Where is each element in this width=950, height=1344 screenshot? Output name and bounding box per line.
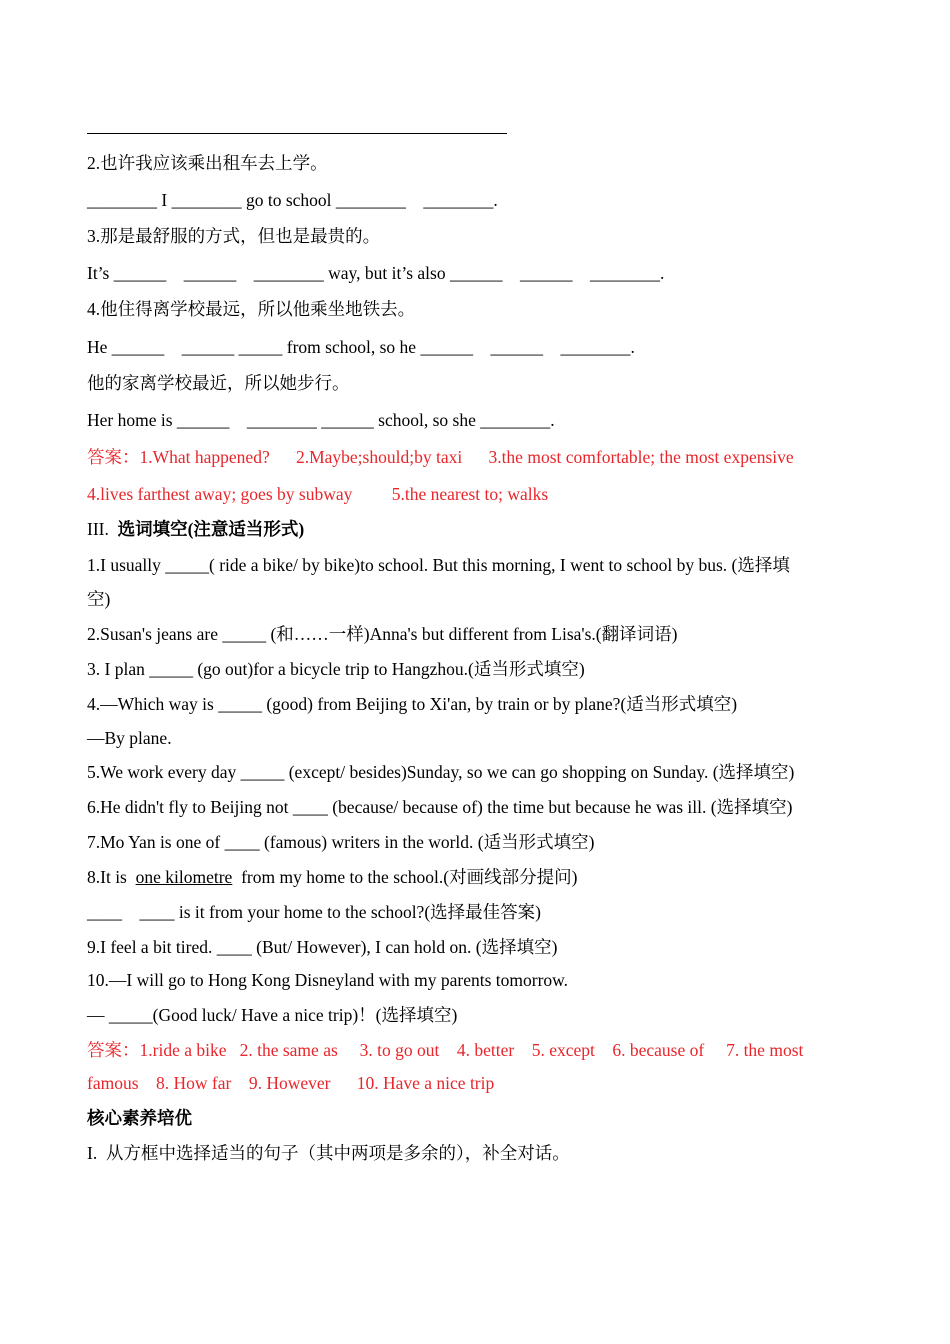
- s3-q8-post: from my home to the school.(对画线部分提问): [232, 867, 578, 887]
- s3-q9: 9.I feel a bit tired. ____ (But/ However), I can hold on. (选择填空): [87, 937, 558, 957]
- s3-q8-line1: [87, 866, 577, 888]
- q4-english: He ______ ______ _____ from school, so he ______ ______ ________.: [87, 337, 635, 357]
- s3-q8-line2: ____ ____ is it from your home to the school?(选择最佳答案): [87, 902, 541, 922]
- s3-q8-underlined: one kilometre: [135, 867, 233, 887]
- s3-q8-pre: 8.It is: [87, 867, 136, 887]
- s3-q7: 7.Mo Yan is one of ____ (famous) writers in the world. (适当形式填空): [87, 832, 595, 852]
- q4-chinese: 4.他住得离学校最远，所以他乘坐地铁去。: [87, 299, 416, 319]
- s3-q4-line1: 4.—Which way is _____ (good) from Beijing to Xi'an, by train or by plane?(适当形式填空): [87, 694, 738, 714]
- section3-answer-line1: 答案：1.ride a bike 2. the same as 3. to go out 4. better 5. except 6. because of 7. the most: [87, 1040, 804, 1060]
- section2-answer-line1: 答案：1.What happened? 2.Maybe;should;by taxi 3.the most comfortable; the most expensive: [87, 447, 794, 467]
- section3-heading-prefix: III.: [87, 519, 118, 539]
- section4-instruction: I. 从方框中选择适当的句子（其中两项是多余的），补全对话。: [87, 1143, 570, 1163]
- s3-q3: 3. I plan _____ (go out)for a bicycle trip to Hangzhou.(适当形式填空): [87, 659, 585, 679]
- q2-chinese: 2.也许我应该乘出租车去上学。: [87, 153, 328, 173]
- s3-q1-line1: 1.I usually _____( ride a bike/ by bike)to school. But this morning, I went to school by bus. (选择填: [87, 555, 790, 575]
- q5-chinese: 他的家离学校最近，所以她步行。: [87, 373, 350, 393]
- section3-heading-title: 选词填空(注意适当形式): [117, 519, 305, 539]
- q2-english: ________ I ________ go to school ________ ________.: [87, 190, 498, 210]
- q3-english: It’s ______ ______ ________ way, but it’s also ______ ______ ________.: [87, 263, 665, 283]
- answer-rule-line: [87, 133, 507, 134]
- s3-q2: 2.Susan's jeans are _____ (和……一样)Anna's but different from Lisa's.(翻译词语): [87, 624, 678, 644]
- section2-answer-line2: 4.lives farthest away; goes by subway 5.the nearest to; walks: [87, 484, 549, 504]
- section3-heading: [87, 518, 304, 540]
- q5-english: Her home is ______ ________ ______ school, so she ________.: [87, 410, 555, 430]
- s3-q4-line2: —By plane.: [87, 728, 172, 748]
- section4-heading: 核心素养培优: [87, 1108, 192, 1128]
- s3-q10-line1: 10.—I will go to Hong Kong Disneyland with my parents tomorrow.: [87, 970, 569, 990]
- q3-chinese: 3.那是最舒服的方式，但也是最贵的。: [87, 226, 381, 246]
- s3-q6: 6.He didn't fly to Beijing not ____ (because/ because of) the time but because he was ill. (选择填空): [87, 797, 793, 817]
- s3-q5: 5.We work every day _____ (except/ besides)Sunday, so we can go shopping on Sunday. (选择填空): [87, 762, 795, 782]
- s3-q10-line2: — _____(Good luck/ Have a nice trip)！(选择填空): [87, 1005, 458, 1025]
- section3-answer-line2: famous 8. How far 9. However 10. Have a nice trip: [87, 1073, 495, 1093]
- s3-q1-line2: 空): [87, 589, 111, 609]
